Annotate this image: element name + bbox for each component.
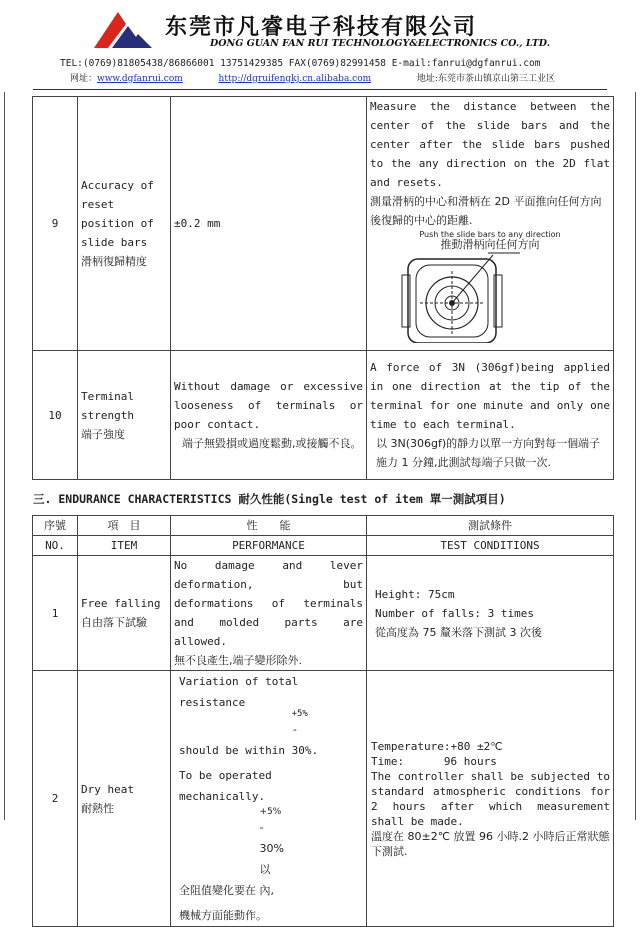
condition-en: Measure the distance between the center of the slide bars and the center after the slide bars pushed to the any direction on the 2D flat and resets. [370,100,610,189]
condition-en: The controller shall be subjected to standard atmospheric conditions for 2 hours after which measurement shall be made. [371,769,610,828]
header-row-en [33,536,614,556]
condition-time: Time: 96 hours [371,754,497,768]
col-header-no-cn: 序號 [33,516,78,536]
item-cn: 端子強度 [81,427,125,441]
condition-cell [367,671,614,927]
performance-line-1: Variation of total resistance [179,675,299,709]
tolerance-plus: +5% [291,709,308,719]
item-en: Accuracy of reset position of slide bars [81,179,154,249]
condition-cell [367,556,614,671]
table-row [33,351,614,480]
performance-cn: 端子無毀損或過度鬆動,或接觸不良。 [182,437,362,450]
diagram-caption-en: Push the slide bars to any direction [419,230,561,239]
row-no: 9 [33,97,78,351]
row-no: 2 [33,671,78,927]
table-row [33,556,614,671]
page-frame-left [4,92,5,820]
condition-en: A force of 3N (306gf)being applied in one direction at the tip of the terminal for one minute and only one time to each terminal. [370,361,610,431]
item-en: Dry heat [81,782,134,796]
website-link[interactable]: www.dgfanrui.com [97,74,183,84]
item-cn: 耐熱性 [81,801,114,815]
condition-cell [367,97,614,351]
performance-cell: ±0.2 mm [171,97,367,351]
diagram-caption-cn: 推動滑柄向任何方向 [440,238,540,251]
performance-within-text: should be within [179,744,285,757]
col-header-no: NO. [33,536,78,556]
item-cn: 自由落下試驗 [81,616,147,629]
condition-temperature: Temperature:+80 ±2℃ [371,739,503,753]
header-row-cn [33,516,614,536]
performance-line-3: To be operated mechanically. [179,769,272,803]
col-header-performance: PERFORMANCE [171,536,367,556]
address: 地址:东莞市茶山镇京山第三工业区 [416,74,555,84]
tolerance-plus-cn: +5% [259,807,282,817]
item-cell [78,556,171,671]
item-cell [78,97,171,351]
col-header-item: ITEM [78,536,171,556]
table-row [33,97,614,351]
letterhead [0,0,640,92]
tolerance-minus-cn: - 30%以內, [259,821,284,897]
condition-falls: Number of falls: 3 times [375,606,534,620]
item-en: Terminal strength [81,389,134,422]
condition-cn: 以 3N(306gf)的靜力以單一方向對每一個端子施力 1 分鐘,此測試每端子只做一次. [376,437,601,469]
characteristics-table [32,96,614,480]
alibaba-link[interactable]: http://dgruifengkj.cn.alibaba.com [218,74,372,84]
col-header-item-cn: 項 目 [78,516,171,536]
endurance-table [32,515,614,927]
condition-cn: 從高度為 75 釐米落下測試 3 次後 [375,625,542,639]
performance-line-2 [179,709,363,761]
performance-line-5: 機械方面能動作。 [179,909,267,922]
condition-cn: 測量滑柄的中心和滑柄在 2D 平面推向任何方向後復歸的中心的距離. [370,195,602,227]
performance-line-4 [179,807,363,901]
tolerance-cn [259,807,284,901]
row-no: 10 [33,351,78,480]
company-name-en: DONG GUAN FAN RUI TECHNOLOGY&ELECTRONICS CO., LTD. [210,38,551,49]
company-logo [92,8,154,50]
tolerance-minus: - 30%. [291,723,319,757]
performance-cn-text: 全阻值變化要在 [179,884,256,897]
performance-en: Without damage or excessive looseness of terminals or poor contact. [174,380,363,431]
website-label: 网址： [70,74,98,84]
row-no: 1 [33,556,78,671]
item-cn: 滑柄復歸精度 [81,255,147,268]
item-cell [78,671,171,927]
joystick-diagram [370,251,610,343]
performance-en: No damage and lever deformation, but deformations of terminals and molded parts are allowed. [174,559,363,648]
performance-cell [171,671,367,927]
col-header-conditions: TEST CONDITIONS [367,536,614,556]
item-cell [78,351,171,480]
condition-cn: 溫度在 80±2℃ 放置 96 小時.2 小時后正常狀態下測試. [371,829,610,858]
condition-cell [367,351,614,480]
item-en: Free falling [81,597,161,610]
page-frame-right [635,92,636,820]
tolerance [291,709,319,761]
performance-cell [171,351,367,480]
table-row [33,671,614,927]
col-header-performance-cn: 性 能 [171,516,367,536]
performance-cell [171,556,367,671]
performance-cn: 無不良產生,端子變形除外. [174,654,302,667]
col-header-conditions-cn: 測試條件 [367,516,614,536]
website-line [70,71,555,84]
company-name-cn: 东莞市凡睿电子科技有限公司 [165,14,478,40]
section-title: 三. ENDURANCE CHARACTERISTICS 耐久性能(Single test of item 單一測試項目) [33,492,506,506]
contact-line: TEL:(0769)81805438/86866001 13751429385 FAX(0769)82991458 E-mail:fanrui@dgfanrui.com [60,58,541,69]
condition-height: Height: 75cm [375,587,455,601]
header-divider [33,89,607,90]
